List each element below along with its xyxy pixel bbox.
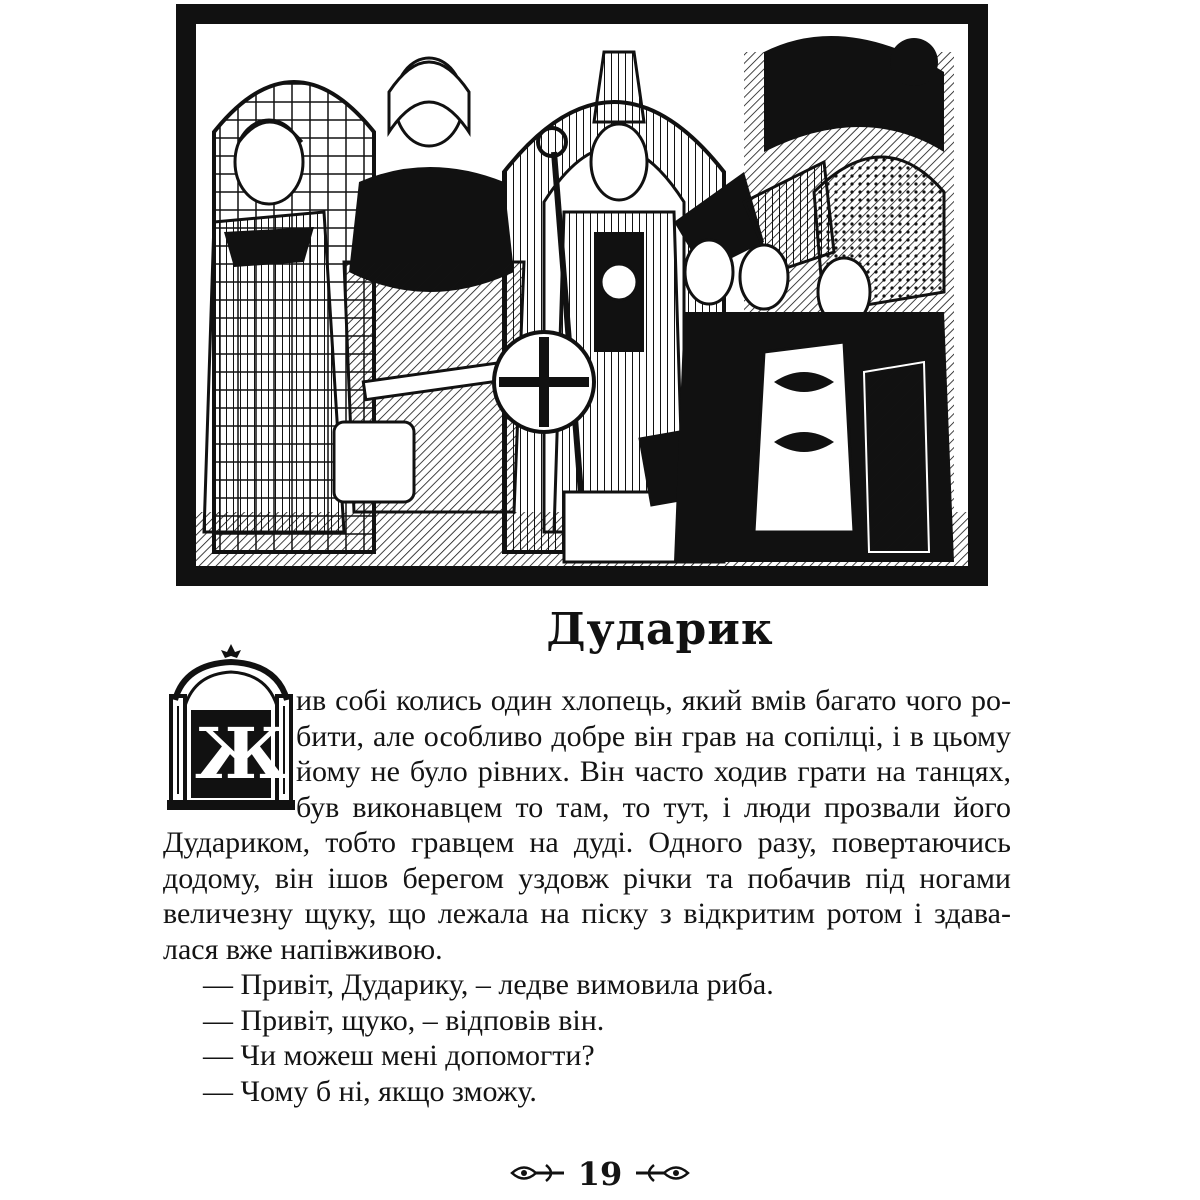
story-title: Дударик: [546, 604, 774, 655]
text-line: бити, але особливо добре він грав на сопілці, і в цьому: [296, 719, 1011, 753]
text-line: додому, він ішов берегом уздовж річки та побачив під ногами: [163, 861, 1011, 895]
fleuron-right-icon: [634, 1160, 690, 1186]
text-line: Дудариком, тобто гравцем на дуді. Одного разу, повертаючись: [163, 826, 1011, 859]
drop-cap-letter: Ж: [195, 712, 287, 795]
illustration: [176, 4, 988, 586]
page-number: 19: [577, 1155, 623, 1193]
page-footer: [500, 1152, 700, 1196]
text-line: величезну щуку, що лежала на піску з відкритим ротом і здава-: [163, 897, 1011, 930]
medieval-court-scene-icon: [184, 12, 980, 578]
text-line: лася вже напівживою.: [163, 932, 443, 966]
text-line: ив собі колись один хлопець, який вмів багато чого ро-: [296, 684, 1011, 717]
fleuron-left-icon: [510, 1160, 566, 1186]
dialogue-line: — Чи можеш мені допомогти?: [203, 1039, 595, 1072]
story-text: [163, 683, 1011, 1109]
dialogue-line: — Привіт, Дударику, – ледве вимовила риба.: [203, 968, 774, 1001]
dialogue-line: — Чому б ні, якщо зможу.: [203, 1074, 537, 1108]
text-line: йому не було рівних. Він часто ходив грати на танцях,: [296, 755, 1011, 788]
text-line: був виконавцем то там, то тут, і люди прозвали його: [296, 790, 1011, 824]
dialogue-line: — Привіт, щуко, – відповів він.: [203, 1003, 605, 1037]
